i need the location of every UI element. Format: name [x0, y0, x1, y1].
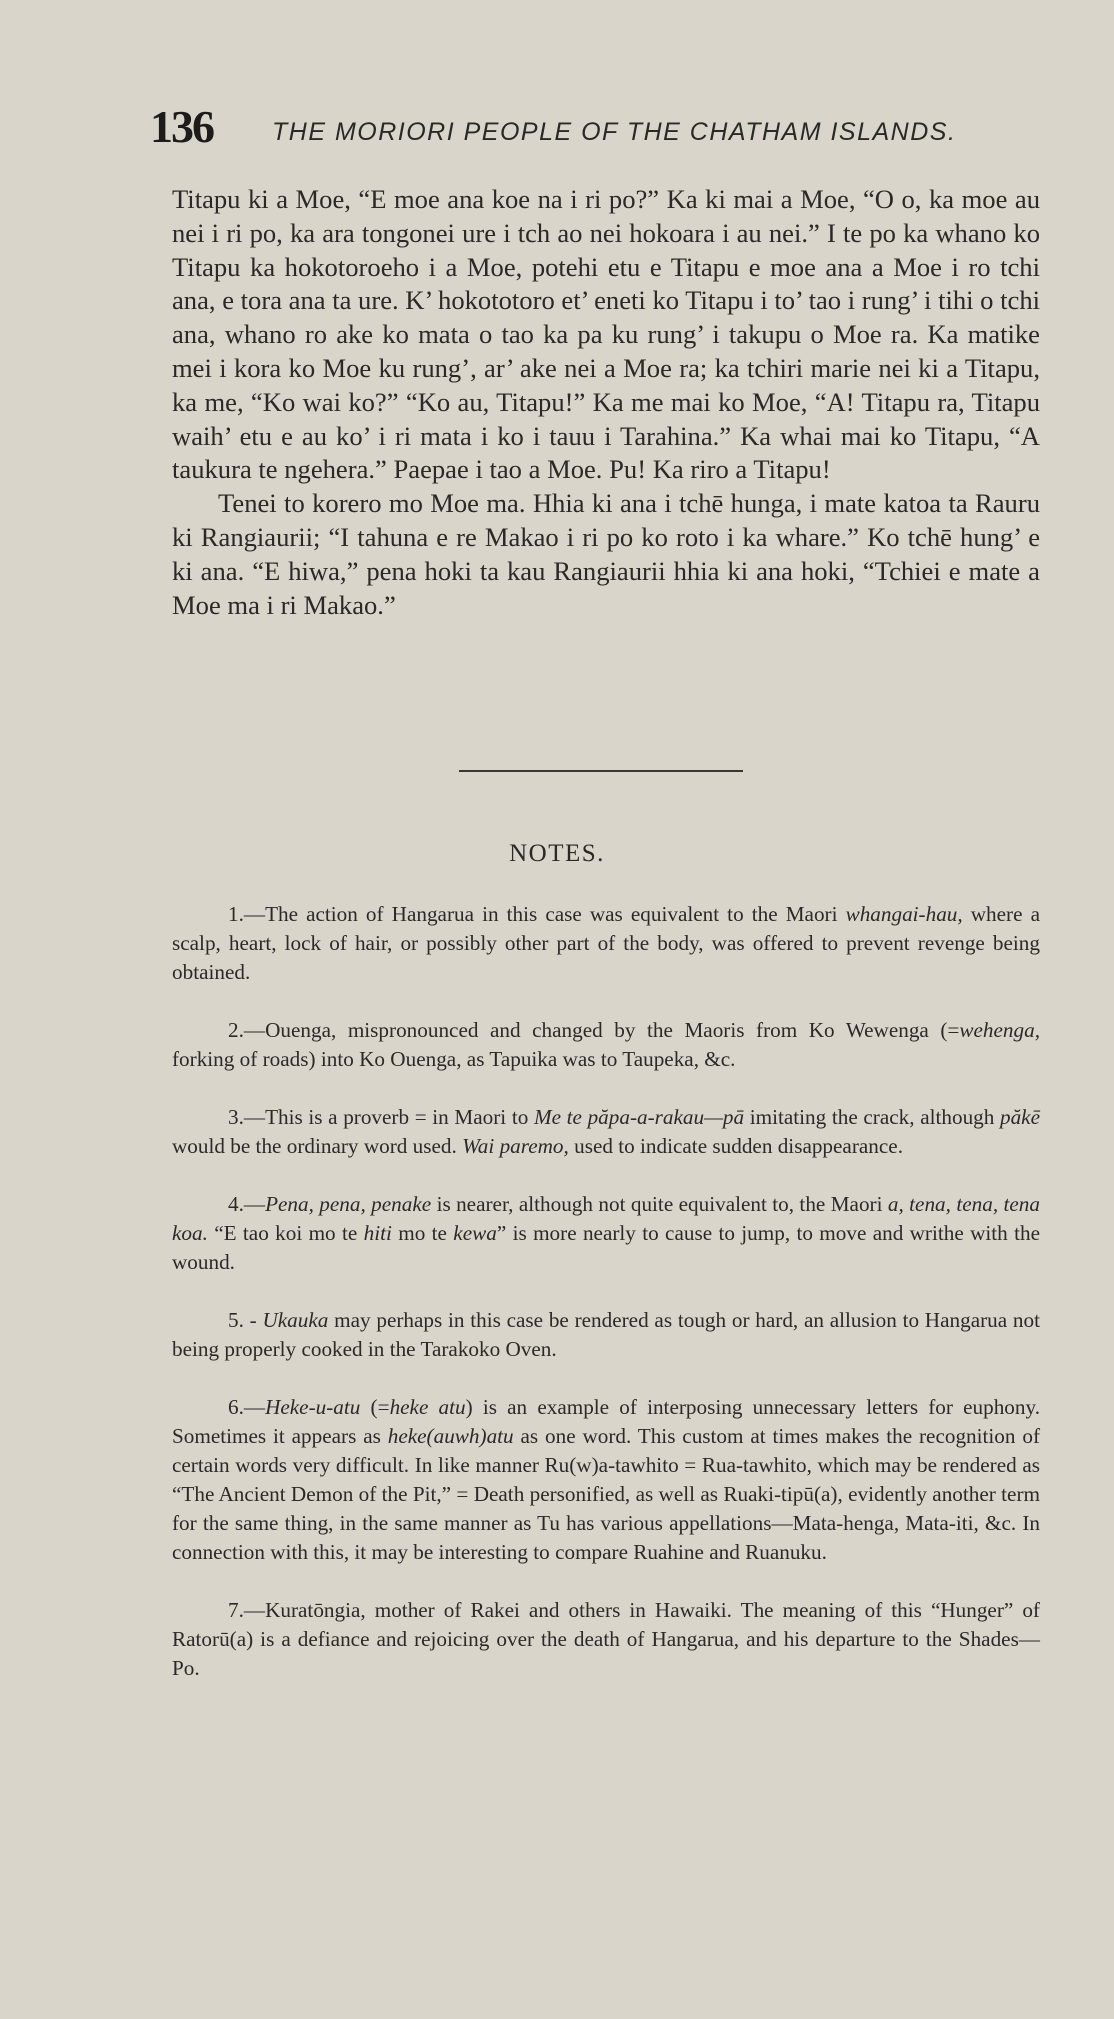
note-2: [172, 1016, 1040, 1074]
note-4-text: ” is more nearly to cause to jump, to move and writhe with the wound.: [172, 1221, 1040, 1274]
note-3-text: 3.—This is a proverb = in Maori to: [228, 1105, 534, 1129]
note-7-text: 7.—Kuratōngia, mother of Rakei and others in Hawaiki. The meaning of this “Hunger” of Ratorū(a) is a defiance and rejoicing over the death of Hangarua, and his departure to the Shades—Po.: [172, 1598, 1040, 1680]
note-2-text: forking of roads) into Ko Ouenga, as Tapuika was to Taupeka, &c.: [172, 1047, 736, 1071]
note-6: [172, 1393, 1040, 1567]
body-paragraph-2: Tenei to korero mo Moe ma. Hhia ki ana i tchē hunga, i mate katoa ta Rauru ki Rangiaurii; “I tahuna e re Makao i ri po ko roto i ka whare.” Ko tchē hung’ e ki ana. “E hiwa,” pena hoki ta kau Rangiaurii hhia ki ana hoki, “Tchiei e mate a Moe ma i ri Makao.”: [172, 488, 1040, 620]
page-header: [150, 100, 970, 150]
running-title: THE MORIORI PEOPLE OF THE CHATHAM ISLANDS.: [272, 118, 957, 146]
note-5-text: may perhaps in this case be rendered as tough or hard, an allusion to Hangarua not being properly cooked in the Tarakoko Oven.: [172, 1308, 1040, 1361]
note-4-text: “E tao koi mo te: [207, 1221, 364, 1245]
note-4-text: 4.—: [228, 1192, 266, 1216]
note-4-italic: a, tena, tena, tena koa.: [172, 1192, 1040, 1245]
note-4-text: is nearer, although not quite equivalent to, the Maori: [431, 1192, 888, 1216]
note-2-text: 2.—Ouenga, mispronounced and changed by the Maoris from Ko Wewenga (=: [228, 1018, 960, 1042]
note-4: [172, 1190, 1040, 1277]
body-paragraph-1: Titapu ki a Moe, “E moe ana koe na i ri po?” Ka ki mai a Moe, “O o, ka moe au nei i ri po, ka ara tongonei ure i tch ao nei hokoara i au nei.” I te po ka whano ko Titapu ka hokotoroeho i a Moe, potehi etu e Titapu e moe ana a Moe i ro tchi ana, e tora ana ta ure. K’ hokototoro et’ eneti ko Titapu i to’ tao i rung’ i tihi o tchi ana, whano ro ake ko mata o tao ka pa ku rung’ i takupu o Moe ra. Ka matike mei i kora ko Moe ku rung’, ar’ ake nei a Moe ra; ka tchiri marie nei ki a Titapu, ka me, “Ko wai ko?” “Ko au, Titapu!” Ka me mai ko Moe, “A! Titapu ra, Titapu waih’ etu e au ko’ i ri mata i ko i tauu i Tarahina.” Ka whai mai ko Titapu, “A taukura te ngehera.” Paepae i tao a Moe. Pu! Ka riro a Titapu!: [172, 184, 1041, 485]
note-5-italic: Ukauka: [262, 1308, 329, 1332]
note-6-text: 6.—: [228, 1395, 266, 1419]
note-3-italic: Me te păpa-a-rakau—pā: [533, 1105, 745, 1129]
note-6-text: as one word. This custom at times makes the recognition of certain words very difficult. In like manner Ru(w)a-tawhito = Rua-tawhito, which may be rendered as “The Ancient Demon of the Pit,” = Death personified, as well as Ruaki-tipū(a), evidently another term for the same thing, in the same manner as Tu has various appellations—Mata-henga, Mata-iti, &c. In connection with this, it may be interesting to compare Ruahine and Ruanuku.: [172, 1424, 1040, 1564]
note-1: [172, 900, 1040, 987]
page-number: 136: [150, 101, 213, 152]
section-divider: [459, 770, 743, 772]
note-6-italic: heke atu: [389, 1395, 466, 1419]
note-6-text: ) is an example of interposing unnecessary letters for euphony. Sometimes it appears as: [172, 1395, 1040, 1448]
notes-section: [172, 900, 1040, 1712]
main-text: [172, 183, 1040, 622]
note-3-text: imitating the crack, although: [744, 1105, 1000, 1129]
note-4-italic: Pena, pena, penake: [265, 1192, 432, 1216]
note-1-text: 1.—The action of Hangarua in this case was equivalent to the Maori: [228, 902, 846, 926]
note-3-italic: păkē: [999, 1105, 1040, 1129]
note-5: [172, 1306, 1040, 1364]
note-6-text: (=: [360, 1395, 390, 1419]
note-7: [172, 1596, 1040, 1683]
note-4-italic: hiti: [363, 1221, 392, 1245]
note-3: [172, 1103, 1040, 1161]
note-6-italic: Heke-u-atu: [265, 1395, 361, 1419]
note-3-text: used to indicate sudden disappearance.: [568, 1134, 903, 1158]
note-3-italic: Wai paremo,: [462, 1134, 569, 1158]
note-4-text: mo te: [391, 1221, 454, 1245]
note-1-text: where a scalp, heart, lock of hair, or possibly other part of the body, was offered to prevent revenge being obtained.: [172, 902, 1040, 984]
note-4-italic: kewa: [453, 1221, 497, 1245]
note-5-text: 5. -: [228, 1308, 263, 1332]
notes-heading: NOTES.: [509, 840, 605, 867]
note-6-italic: heke(auwh)atu: [387, 1424, 514, 1448]
note-1-italic: whangai-hau,: [845, 902, 963, 926]
note-3-text: would be the ordinary word used.: [172, 1134, 463, 1158]
note-2-italic: wehenga,: [959, 1018, 1040, 1042]
